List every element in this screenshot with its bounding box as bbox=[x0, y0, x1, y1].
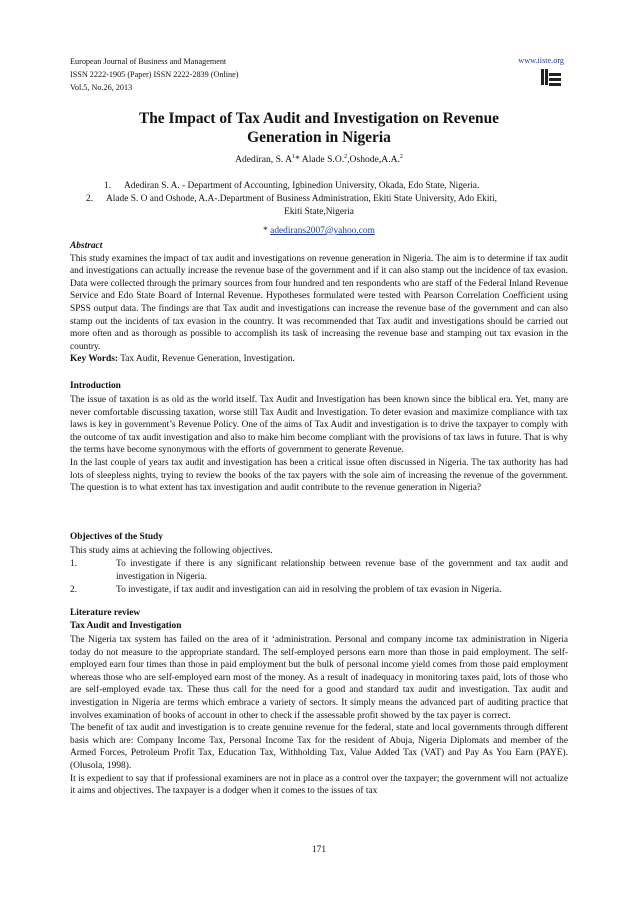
corresponding-email bbox=[70, 226, 568, 236]
author-1: Adediran, S. A bbox=[235, 154, 293, 166]
affiliation-2-num: 2. bbox=[86, 194, 94, 204]
author-2-sup: 2 bbox=[344, 154, 348, 160]
author-3-sup: 2 bbox=[399, 154, 403, 160]
objective-1-text: To investigate if there is any significant relationship between revenue base of the government and tax audit and investigation in Nigeria. bbox=[116, 559, 568, 582]
author-2: * Alade S.O. bbox=[295, 154, 345, 166]
email-star: * bbox=[263, 226, 271, 236]
objective-2-number: 2. bbox=[70, 585, 78, 595]
affiliation-1: Adediran S. A. - Department of Accounting, Igbinedion University, Okada, Edo State, Nigeria. bbox=[124, 181, 480, 191]
literature-heading: Literature review bbox=[70, 608, 141, 618]
abstract-text: This study examines the impact of tax audit and investigations on revenue generation in Nigeria. The aim is to determine if tax audit and investigations can actually increase the revenue base of the government and if it can also stamp out the incidence of tax evasion. Data were collected through the primary sources from four hundred and ten respondents who are staff of the Federal Inland Revenue Service and Edo State Board of Internal Revenue. Hypotheses formulated were tested with Pearson Correlation Coefficient using SPSS output data. The findings are that Tax audit and investigations can increase the revenue base of the government and can also stamp out the incidents of tax evasion in the country. It was recommended that Tax audit and investigations should be carried out more often and as thorough as possible to accomplish its task of increasing the revenue base and stamping out tax evasion in the country. bbox=[70, 253, 568, 352]
email-link[interactable]: adedirans2007@yahoo.com bbox=[270, 226, 375, 236]
objective-2-text: To investigate, if tax audit and investigation can aid in resolving the problem of tax evasion in Nigeria. bbox=[116, 585, 502, 595]
keywords-text: Tax Audit, Revenue Generation, Investigation. bbox=[118, 354, 295, 365]
objectives-heading: Objectives of the Study bbox=[70, 532, 163, 542]
introduction-paragraph-2: In the last couple of years tax audit and investigation has been a critical issue often discussed in Nigeria. The tax authority has had lots of sleepless nights, trying to review the books of the tax payers with the sole aim of increasing the revenue of the government. The question is to what extent has tax investigation and audit contribute to the revenue generation in Nigeria? bbox=[70, 457, 568, 494]
introduction-paragraph-1: The issue of taxation is as old as the world itself. Tax Audit and Investigation has been known since the biblical era. Yet, many are never comfortable discussing taxation, worse still Tax Audit and Investigation. To deter evasion and maximize compliance with tax laws is key in government’s Revenue Policy. One of the aims of Tax Audit and investigation is to drive the taxpayer to comply with the outcome of tax audit investigation and also to make him become compliant with the provisions of tax laws in future. That is why the terms have become synonymous with the efforts of government to generate Revenue. bbox=[70, 395, 568, 456]
introduction-section bbox=[70, 394, 568, 495]
author-1-sup: 1 bbox=[292, 154, 296, 160]
affiliation-1-num: 1. bbox=[104, 181, 112, 191]
literature-subheading: Tax Audit and Investigation bbox=[70, 621, 182, 631]
abstract-section bbox=[70, 240, 568, 366]
page-number: 171 bbox=[311, 845, 327, 855]
keywords bbox=[70, 353, 568, 366]
iiste-logo bbox=[540, 67, 562, 89]
journal-volume: Vol.5, No.26, 2013 bbox=[70, 83, 133, 92]
literature-paragraph-3: It is expedient to say that if professional examiners are not in place as a control over the taxpayer; the government will not actualize it aims and objectives. The taxpayer is a dodger when it comes to the issues of tax bbox=[70, 773, 568, 797]
author-list bbox=[70, 154, 568, 165]
journal-name: European Journal of Business and Management bbox=[70, 57, 227, 66]
journal-url-link[interactable]: www.iiste.org bbox=[518, 56, 564, 65]
abstract-heading: Abstract bbox=[70, 241, 103, 251]
affiliation-2-line-1: Alade S. O and Oshode, A.A-.Department of Business Administration, Ekiti State University, Ado Ekiti, bbox=[106, 194, 498, 204]
title-line-1: The Impact of Tax Audit and Investigation on Revenue bbox=[138, 110, 500, 127]
objective-item-1 bbox=[70, 558, 568, 583]
literature-paragraph-2: The benefit of tax audit and investigation is to create genuine revenue for the federal, state and local governments through different basis which are: Company Income Tax, Personal Income Tax for the resident of Abuja, Nigeria Diplomats and member of the Armed Forces, Petroleum Profit Tax, Education Tax, Withholding Tax, Value Added Tax (VAT) and Pay As You Earn (PAYE). (Olusola, 1998). bbox=[70, 723, 568, 771]
objectives-intro: This study aims at achieving the following objectives. bbox=[70, 546, 273, 556]
literature-section bbox=[70, 634, 568, 798]
paper-title bbox=[70, 109, 568, 147]
keywords-label: Key Words: bbox=[70, 354, 119, 365]
title-line-2: Generation in Nigeria bbox=[247, 129, 391, 146]
objective-1-number: 1. bbox=[70, 559, 78, 569]
author-3: ,Oshode,A.A. bbox=[347, 154, 400, 166]
affiliation-2-line-2: Ekiti State,Nigeria bbox=[284, 207, 354, 217]
journal-issn: ISSN 2222-1905 (Paper) ISSN 2222-2839 (Online) bbox=[70, 70, 239, 79]
introduction-heading: Introduction bbox=[70, 381, 121, 391]
literature-paragraph-1: The Nigeria tax system has failed on the area of it ‘administration. Personal and company income tax administration in Nigeria today do not measure to the appropriate standard. The self-employed persons earn more than those in paid employment. The self-employed earn four times than those in paid employment but the bulk of personal income yield comes from those paid employment whereas those who are self-employed earn most of the money. As a result of inadequacy in monitoring taxes paid, lots of those who are self-employed evade tax. These thus call for the need for a good and standard tax audit and investigation. Tax audit and investigation in Nigeria are terms which embrace a variety of sectors. It simply means the advanced part of auditing practice that involves examination of books of account in other to check if the assessable profit showed by the tax payer is correct. bbox=[70, 635, 568, 721]
objective-item-2 bbox=[70, 584, 568, 597]
